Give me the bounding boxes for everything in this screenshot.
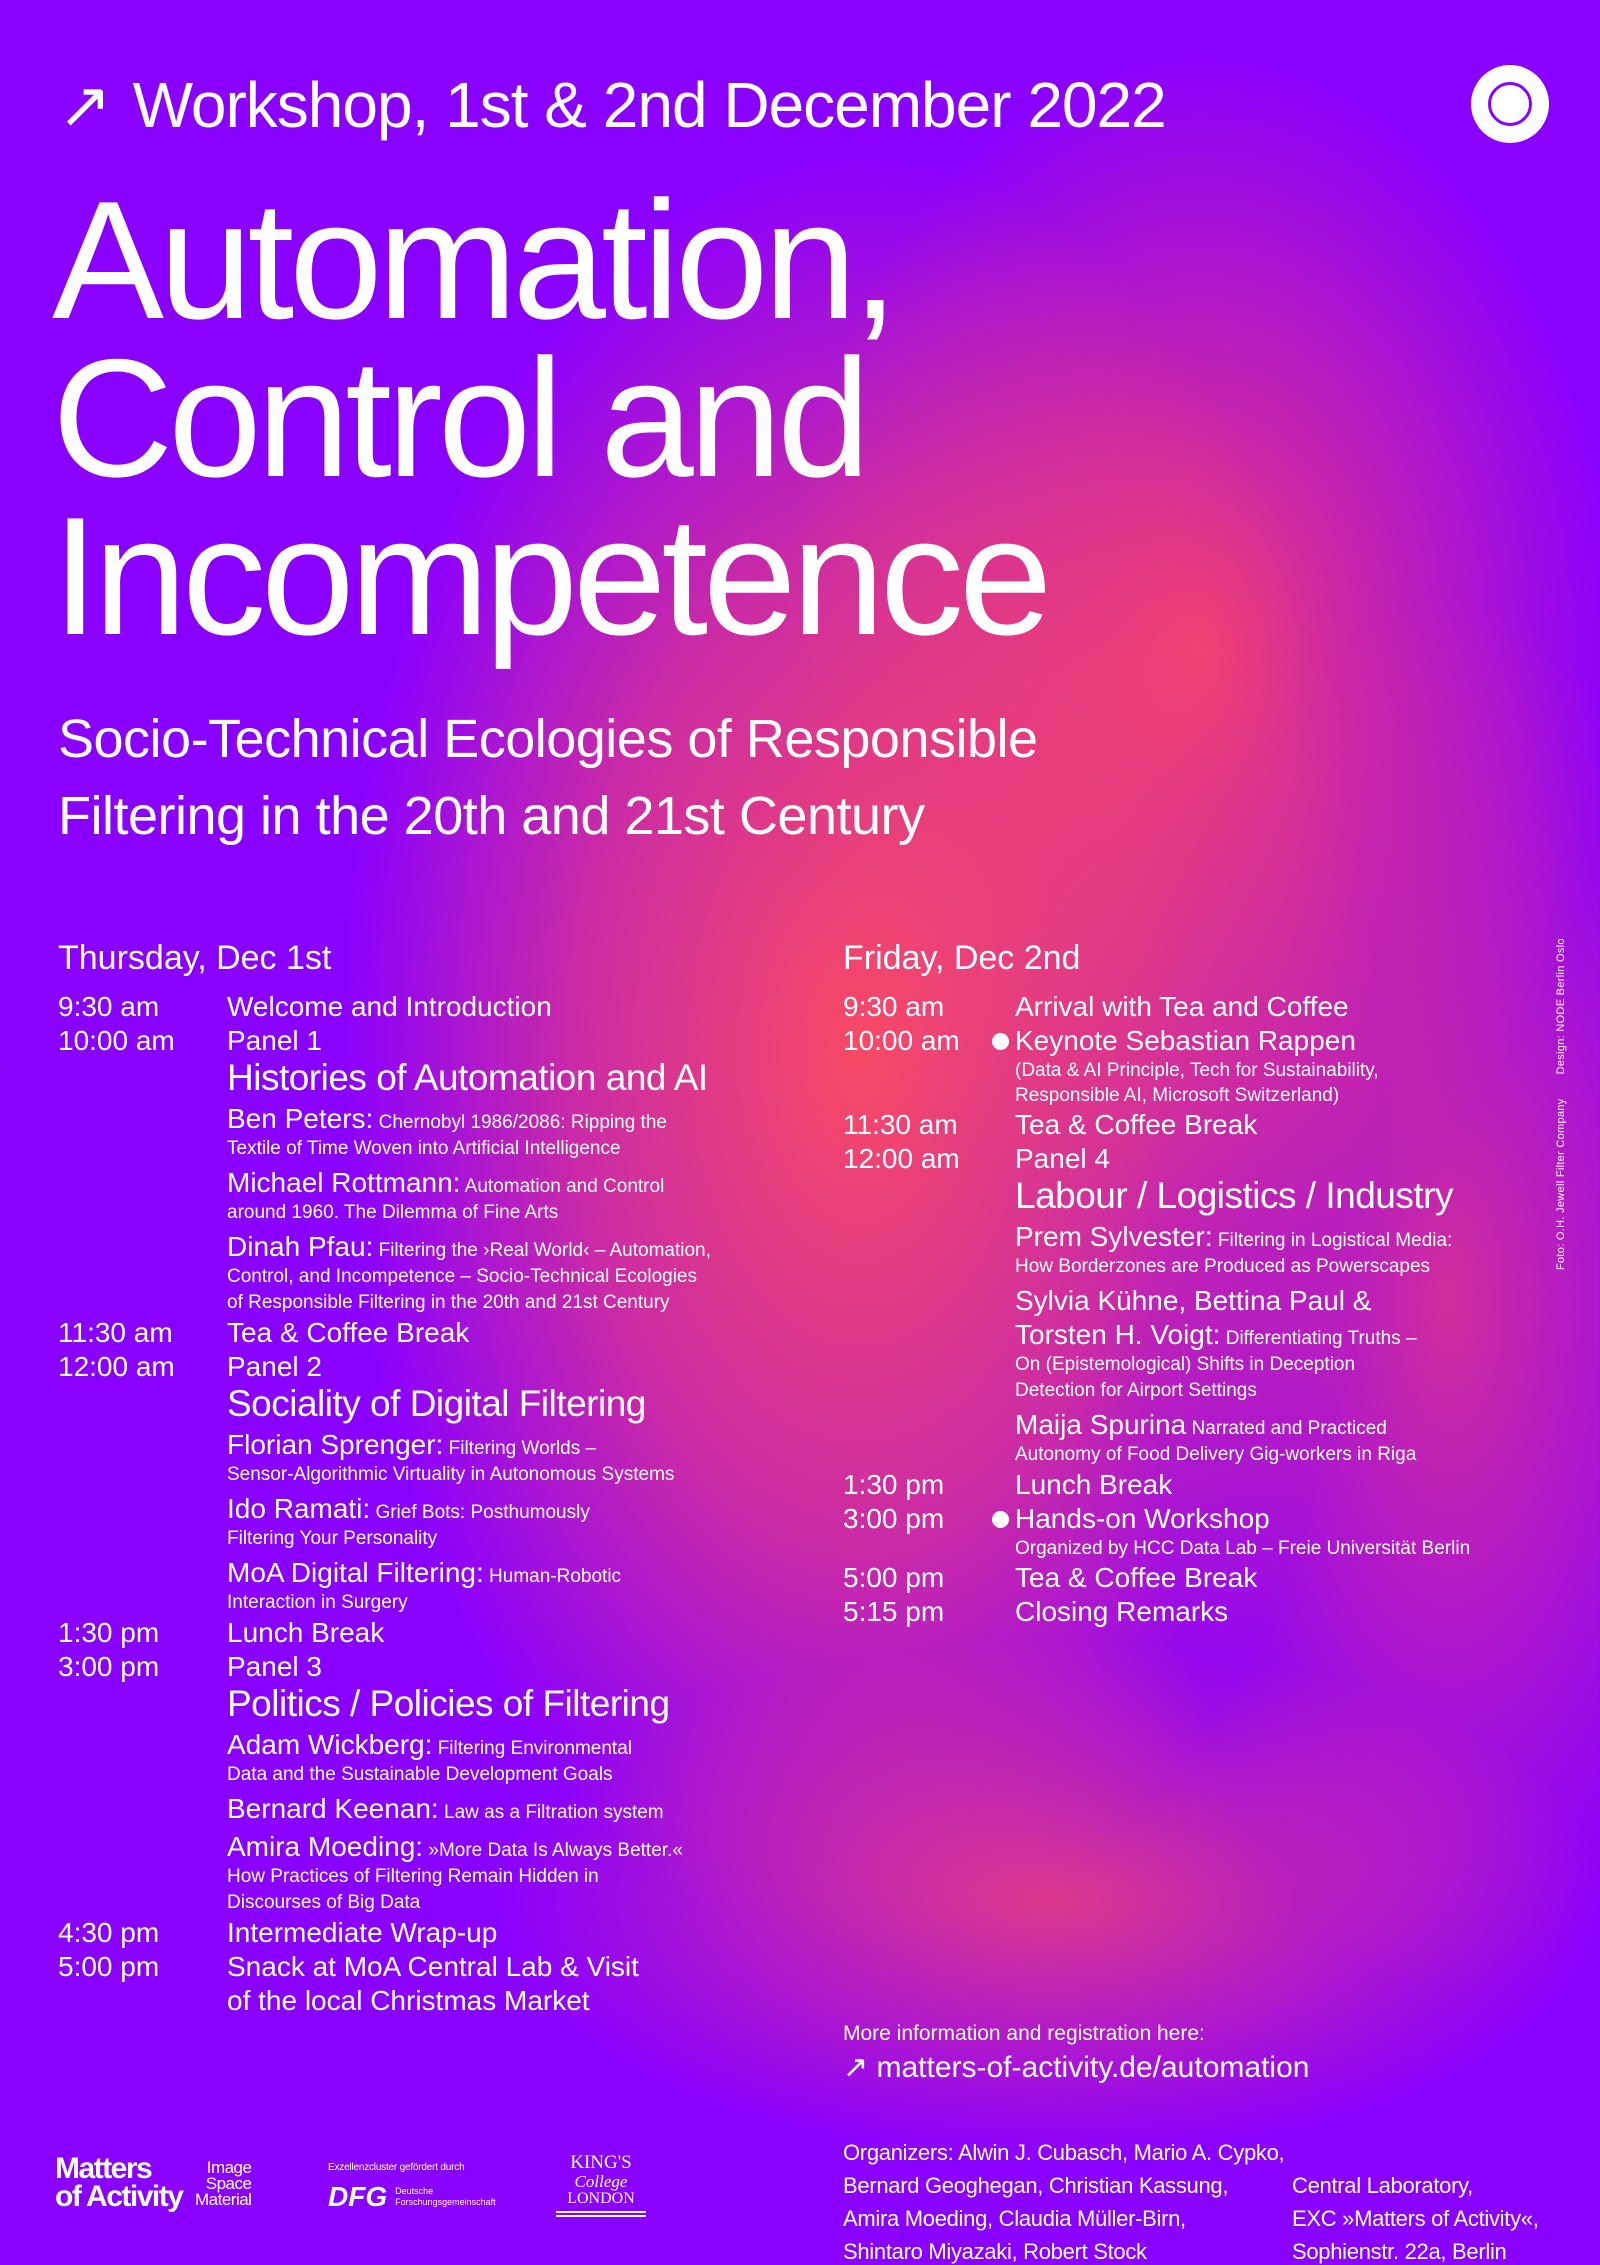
time-label: 12:00 am xyxy=(843,1143,960,1174)
speaker-name: Maija Spurina xyxy=(1015,1409,1187,1440)
time-label: 1:30 pm xyxy=(58,1617,160,1648)
registration-url[interactable]: matters-of-activity.de/automation xyxy=(876,2051,1310,2084)
talk-title: Filtering the ›Real World‹ – Automation, Control, and Incompetence – Socio-Technical Ecologies of Responsible Filtering in the 20th and 21st Century xyxy=(227,1240,711,1313)
schedule-item-detail: (Data & AI Principle, Tech for Sustainability, Responsible AI, Microsoft Switzerland) xyxy=(1015,1060,1379,1106)
workshop-date-header xyxy=(58,69,1166,141)
time-spacer xyxy=(58,1488,227,1552)
time-label: 4:30 pm xyxy=(58,1917,160,1948)
schedule-content xyxy=(227,1950,818,2018)
speaker-name: Prem Sylvester: xyxy=(1015,1221,1213,1252)
dfg-caption: Exzellenzcluster gefördert durch xyxy=(328,2162,465,2173)
speaker-row xyxy=(58,1098,818,1162)
schedule-item-title: Lunch Break xyxy=(227,1617,385,1648)
speaker-row xyxy=(843,1216,1563,1280)
schedule-item-title: Panel 4 xyxy=(1015,1143,1110,1174)
talk-title: Law as a Filtration system xyxy=(444,1802,664,1823)
schedule-content xyxy=(1015,990,1563,1024)
speaker-entry xyxy=(227,1102,818,1162)
schedule-item-title: Intermediate Wrap-up xyxy=(227,1917,498,1948)
schedule-content xyxy=(1015,1108,1563,1142)
schedule-row xyxy=(843,990,1563,1024)
speaker-name: Dinah Pfau: xyxy=(227,1231,374,1262)
kings-college-london-logo xyxy=(556,2153,646,2217)
time-label: 5:15 pm xyxy=(843,1596,945,1627)
schedule-item-title: Panel 3 xyxy=(227,1651,322,1682)
time-spacer xyxy=(843,1176,1015,1216)
schedule-item-title: Panel 1 xyxy=(227,1025,322,1056)
design-credit: Design: NODE Berlin Oslo xyxy=(1555,938,1567,1075)
speaker-row xyxy=(58,1826,818,1916)
speaker-row xyxy=(843,1404,1563,1468)
schedule-content xyxy=(227,990,818,1024)
speaker-name: Ido Ramati: xyxy=(227,1493,371,1524)
schedule-row xyxy=(58,990,818,1024)
time-label: 5:00 pm xyxy=(843,1562,945,1593)
photo-credit: Foto: O.H. Jewell Filter Company xyxy=(1555,1098,1567,1270)
time-label: 11:30 am xyxy=(843,1109,958,1140)
schedule-item-title: Tea & Coffee Break xyxy=(1015,1562,1258,1593)
schedule-content xyxy=(1015,1595,1563,1629)
time-spacer xyxy=(58,1826,227,1916)
speaker-entry xyxy=(227,1556,818,1616)
schedule-row xyxy=(58,1616,818,1650)
schedule-content xyxy=(1015,1024,1563,1108)
speaker-entry xyxy=(227,1728,818,1788)
speaker-name: Florian Sprenger: xyxy=(227,1429,444,1460)
speaker-entry xyxy=(227,1830,818,1916)
speaker-entry xyxy=(227,1492,818,1552)
speaker-row xyxy=(58,1162,818,1226)
speaker-entry xyxy=(227,1792,818,1826)
schedule-item-title: Closing Remarks xyxy=(1015,1596,1229,1627)
schedule-item-title: Panel 2 xyxy=(227,1351,322,1382)
schedule-row xyxy=(843,1108,1563,1142)
panel-content xyxy=(227,1384,818,1424)
speaker-entry xyxy=(227,1166,818,1226)
bullet-dot-icon xyxy=(992,1511,1009,1528)
speaker-entry xyxy=(1015,1408,1563,1468)
schedule-content xyxy=(1015,1468,1563,1502)
talk-title: Narrated and Practiced Autonomy of Food Delivery Gig-workers in Riga xyxy=(1015,1418,1417,1465)
speaker-name: MoA Digital Filtering: xyxy=(227,1557,484,1588)
kcl-line-2: College xyxy=(574,2172,628,2191)
day-heading: Friday, Dec 2nd xyxy=(843,939,1081,977)
time-label: 10:00 am xyxy=(843,1025,960,1056)
panel-content xyxy=(1015,1176,1563,1216)
time-label: 9:30 am xyxy=(843,991,945,1022)
panel-row xyxy=(58,1058,818,1098)
schedule-row xyxy=(843,1595,1563,1629)
speaker-entry xyxy=(1015,1284,1563,1404)
workshop-date: Workshop, 1st & 2nd December 2022 xyxy=(132,69,1166,141)
time-spacer xyxy=(58,1552,227,1616)
time-label: 9:30 am xyxy=(58,991,160,1022)
panel-row xyxy=(843,1176,1563,1216)
schedule-thursday xyxy=(58,938,818,2018)
talk-title: Human-Robotic Interaction in Surgery xyxy=(227,1566,622,1613)
talk-title: Grief Bots: Posthumously Filtering Your Personality xyxy=(227,1502,590,1549)
registration-link[interactable] xyxy=(843,2050,1309,2085)
schedule-row xyxy=(58,1916,818,1950)
speaker-row xyxy=(843,1280,1563,1404)
schedule-content xyxy=(227,1024,818,1058)
time-spacer xyxy=(58,1384,227,1424)
talk-title: Filtering in Logistical Media: How Borderzones are Produced as Powerscapes xyxy=(1015,1230,1453,1277)
poster-subtitle: Socio-Technical Ecologies of Responsible Filtering in the 20th and 21st Century xyxy=(58,709,1038,846)
speaker-name: Adam Wickberg: xyxy=(227,1729,433,1760)
schedule-item-title: Hands-on Workshop xyxy=(1015,1503,1270,1534)
talk-title: Filtering Worlds – Sensor-Algorithmic Virtuality in Autonomous Systems xyxy=(227,1438,675,1485)
schedule-row xyxy=(843,1468,1563,1502)
speaker-name: Ben Peters: xyxy=(227,1103,374,1134)
talk-title: Chernobyl 1986/2086: Ripping the Textile of Time Woven into Artificial Intelligence xyxy=(227,1112,667,1159)
time-spacer xyxy=(58,1788,227,1826)
schedule-content xyxy=(1015,1561,1563,1595)
speaker-row xyxy=(58,1226,818,1316)
schedule-row xyxy=(58,1650,818,1684)
panel-content xyxy=(227,1058,818,1098)
panel-title: Histories of Automation and AI xyxy=(227,1057,708,1098)
speaker-name: Amira Moeding: xyxy=(227,1831,424,1862)
image-credits xyxy=(1555,914,1567,1270)
talk-title: »More Data Is Always Better.« How Practices of Filtering Remain Hidden in Discourses of Big Data xyxy=(227,1840,683,1913)
university-seal-logo xyxy=(1471,65,1549,143)
speaker-name: Bernard Keenan: xyxy=(227,1793,439,1824)
speaker-name: Sylvia Kühne, Bettina Paul & Torsten H. Voigt: xyxy=(1015,1285,1372,1350)
schedule-row xyxy=(58,1024,818,1058)
schedule-row xyxy=(843,1561,1563,1595)
panel-row xyxy=(58,1684,818,1724)
time-label: 10:00 am xyxy=(58,1025,175,1056)
schedule-item-title: Lunch Break xyxy=(1015,1469,1173,1500)
schedule-item-title: Arrival with Tea and Coffee xyxy=(1015,991,1349,1022)
schedule-content xyxy=(227,1316,818,1350)
schedule-item-detail: Organized by HCC Data Lab – Freie Universität Berlin xyxy=(1015,1538,1471,1559)
schedule-item-title: Tea & Coffee Break xyxy=(227,1317,470,1348)
schedule-row xyxy=(58,1316,818,1350)
schedule-item-title: Welcome and Introduction xyxy=(227,991,552,1022)
talk-title: Differentiating Truths – On (Epistemological) Shifts in Deception Detection for Airport Settings xyxy=(1015,1328,1417,1401)
kcl-line-1: KING'S xyxy=(570,2152,632,2173)
time-label: 11:30 am xyxy=(58,1317,173,1348)
speaker-row xyxy=(58,1488,818,1552)
talk-title: Filtering Environmental Data and the Sustainable Development Goals xyxy=(227,1738,632,1785)
time-spacer xyxy=(58,1162,227,1226)
day-heading: Thursday, Dec 1st xyxy=(58,939,332,977)
schedule-row xyxy=(58,1950,818,2018)
time-spacer xyxy=(58,1098,227,1162)
time-spacer xyxy=(843,1216,1015,1280)
panel-row xyxy=(58,1384,818,1424)
matters-of-activity-logo: Matters of Activity xyxy=(55,2152,183,2213)
speaker-entry xyxy=(227,1230,818,1316)
time-label: 3:00 pm xyxy=(843,1503,945,1534)
schedule-row xyxy=(843,1024,1563,1108)
poster-title: Automation, Control and Incompetence xyxy=(52,166,1048,670)
schedule-content xyxy=(1015,1502,1563,1561)
venue-address: Central Laboratory, EXC »Matters of Activity«, Sophienstr. 22a, Berlin xyxy=(1292,2173,1539,2264)
schedule-content xyxy=(227,1916,818,1950)
schedule-row xyxy=(843,1142,1563,1176)
dfg-name: Deutsche Forschungsgemeinschaft xyxy=(395,2186,496,2207)
time-label: 12:00 am xyxy=(58,1351,175,1382)
schedule-friday xyxy=(843,938,1563,1629)
arrow-up-right-icon: ↗ xyxy=(58,69,111,141)
schedule-row xyxy=(843,1502,1563,1561)
organizers: Organizers: Alwin J. Cubasch, Mario A. Cypko, Bernard Geoghegan, Christian Kassung, Amira Moeding, Claudia Müller-Birn, Shintaro Miyazaki, Robert Stock xyxy=(843,2140,1285,2264)
time-spacer xyxy=(843,1280,1015,1404)
time-label: 5:00 pm xyxy=(58,1951,160,1982)
speaker-entry xyxy=(1015,1220,1563,1280)
time-spacer xyxy=(843,1404,1015,1468)
kcl-line-3: LONDON xyxy=(567,2190,635,2207)
schedule-item-title: Snack at MoA Central Lab & Visit of the local Christmas Market xyxy=(227,1951,639,2016)
bullet-dot-icon xyxy=(992,1033,1009,1050)
dfg-mark: DFG xyxy=(328,2181,388,2212)
dfg-logo xyxy=(328,2162,496,2213)
schedule-item-title: Tea & Coffee Break xyxy=(1015,1109,1258,1140)
panel-title: Sociality of Digital Filtering xyxy=(227,1383,646,1424)
panel-content xyxy=(227,1684,818,1724)
schedule-content xyxy=(227,1650,818,1684)
schedule-row xyxy=(58,1350,818,1384)
time-label: 3:00 pm xyxy=(58,1651,160,1682)
arrow-up-right-icon: ↗ xyxy=(843,2051,869,2084)
time-spacer xyxy=(58,1226,227,1316)
time-spacer xyxy=(58,1724,227,1788)
more-info-label: More information and registration here: xyxy=(843,2022,1205,2045)
speaker-row xyxy=(58,1724,818,1788)
schedule-item-title: Keynote Sebastian Rappen xyxy=(1015,1025,1356,1056)
speaker-name: Michael Rottmann: xyxy=(227,1167,461,1198)
panel-title: Labour / Logistics / Industry xyxy=(1015,1175,1453,1216)
speaker-row xyxy=(58,1552,818,1616)
time-spacer xyxy=(58,1424,227,1488)
image-space-material-logo: Image Space Material xyxy=(195,2158,252,2209)
speaker-row xyxy=(58,1424,818,1488)
schedule-content xyxy=(227,1350,818,1384)
panel-title: Politics / Policies of Filtering xyxy=(227,1683,670,1724)
time-spacer xyxy=(58,1058,227,1098)
time-label: 1:30 pm xyxy=(843,1469,945,1500)
speaker-row xyxy=(58,1788,818,1826)
schedule-content xyxy=(227,1616,818,1650)
speaker-entry xyxy=(227,1428,818,1488)
schedule-content xyxy=(1015,1142,1563,1176)
time-spacer xyxy=(58,1684,227,1724)
talk-title: Automation and Control around 1960. The Dilemma of Fine Arts xyxy=(227,1176,665,1223)
